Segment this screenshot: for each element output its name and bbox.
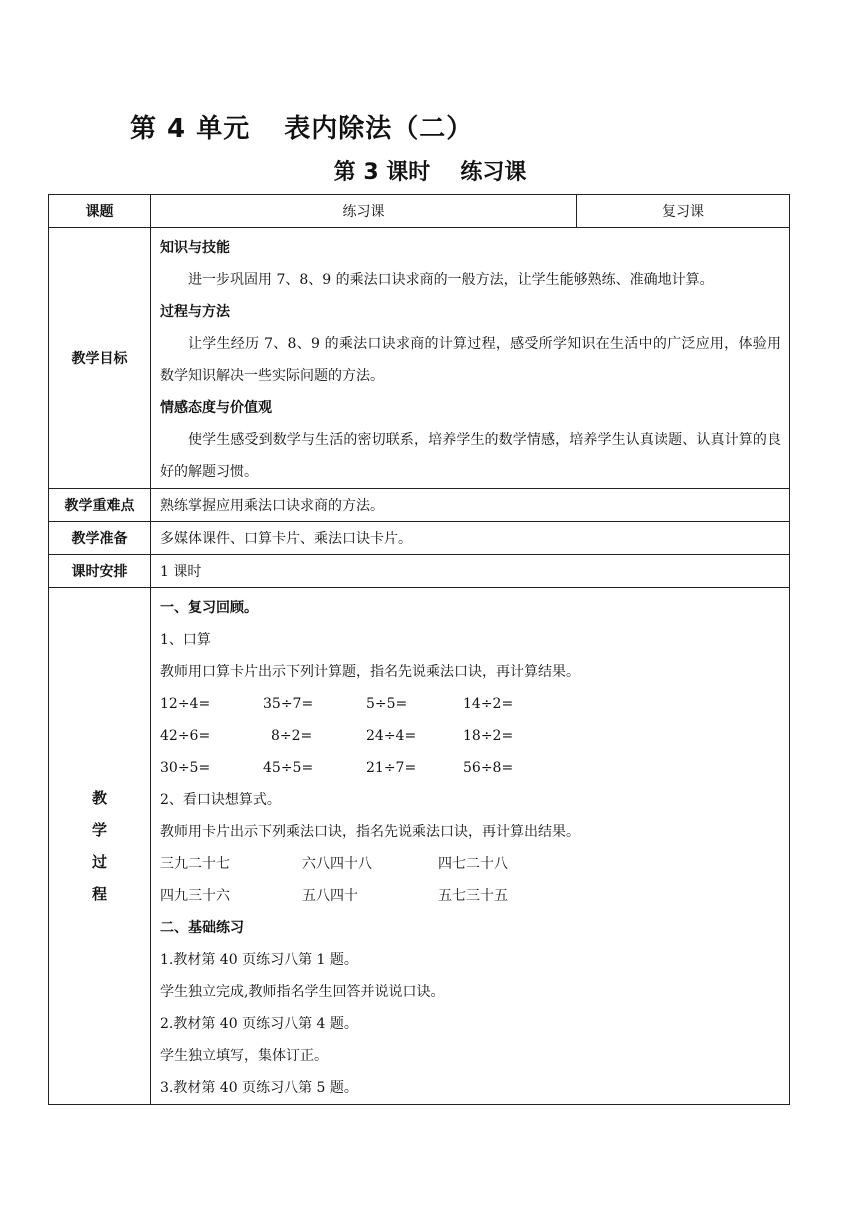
objective-heading-knowledge: 知识与技能 [160, 240, 230, 256]
oral-problem: 56÷8= [463, 760, 514, 776]
oral-heading: 1、口算 [160, 632, 211, 648]
process-label [49, 588, 151, 1105]
formula-heading: 2、看口诀想算式。 [160, 792, 281, 808]
process-label-char: 教 [91, 789, 107, 807]
unit-number: 第 4 单元 [130, 114, 251, 144]
difficulty-label: 教学重难点 [49, 489, 151, 522]
preparation-row [49, 522, 790, 555]
lesson-title: 练习课 [460, 160, 527, 185]
oral-problem: 12÷4= [160, 696, 211, 712]
oral-problem: 30÷5= [160, 760, 211, 776]
difficulty-value: 熟练掌握应用乘法口诀求商的方法。 [151, 489, 790, 522]
oral-problem: 14÷2= [463, 696, 514, 712]
preparation-value: 多媒体课件、口算卡片、乘法口诀卡片。 [151, 522, 790, 555]
objectives-row [49, 228, 790, 489]
formula-instruction: 教师用卡片出示下列乘法口诀，指名先说乘法口诀，再计算出结果。 [160, 824, 580, 840]
basic-item: 学生独立填写，集体订正。 [160, 1048, 328, 1064]
process-label-char: 程 [91, 885, 107, 903]
objective-text-process: 让学生经历 7、8、9 的乘法口诀求商的计算过程，感受所学知识在生活中的广泛应用，体验用数学知识解决一些实际问题的方法。 [160, 336, 781, 384]
topic-value: 练习课 [151, 195, 577, 228]
objective-text-knowledge: 进一步巩固用 7、8、9 的乘法口诀求商的一般方法，让学生能够熟练、准确地计算。 [188, 272, 714, 288]
oral-row [160, 720, 781, 752]
process-label-char: 过 [91, 853, 107, 871]
process-content [151, 588, 790, 1105]
formula-row [160, 848, 781, 880]
lesson-number: 第 3 课时 [333, 160, 431, 185]
oral-problem: 18÷2= [463, 728, 514, 744]
review-heading: 一、复习回顾。 [160, 600, 258, 616]
difficulty-row [49, 489, 790, 522]
schedule-label: 课时安排 [49, 555, 151, 588]
oral-problem: 8÷2= [271, 728, 313, 744]
basic-item: 3.教材第 40 页练习八第 5 题。 [160, 1080, 358, 1096]
objective-heading-attitude: 情感态度与价值观 [160, 400, 272, 416]
topic-row [49, 195, 790, 228]
lesson-heading [0, 155, 860, 186]
objectives-content [151, 228, 790, 489]
oral-problem: 42÷6= [160, 728, 211, 744]
unit-heading [130, 108, 473, 145]
basic-item: 1.教材第 40 页练习八第 1 题。 [160, 952, 358, 968]
oral-problem: 45÷5= [263, 760, 314, 776]
objectives-label: 教学目标 [49, 228, 151, 489]
oral-instruction: 教师用口算卡片出示下列计算题，指名先说乘法口诀，再计算结果。 [160, 664, 580, 680]
oral-problem: 21÷7= [366, 760, 417, 776]
basic-item: 学生独立完成,教师指名学生回答并说说口诀。 [160, 984, 445, 1000]
formula-item: 四九三十六 [160, 888, 230, 904]
schedule-value: 1 课时 [151, 555, 790, 588]
formula-item: 五八四十 [302, 888, 358, 904]
formula-item: 五七三十五 [438, 888, 508, 904]
oral-row [160, 752, 781, 784]
preparation-label: 教学准备 [49, 522, 151, 555]
oral-problem: 5÷5= [366, 696, 408, 712]
schedule-row [49, 555, 790, 588]
oral-row [160, 688, 781, 720]
process-label-char: 学 [91, 821, 107, 839]
oral-problem: 24÷4= [366, 728, 417, 744]
process-row [49, 588, 790, 1105]
topic-type: 复习课 [577, 195, 790, 228]
objective-heading-process: 过程与方法 [160, 304, 230, 320]
formula-item: 三九二十七 [160, 856, 230, 872]
topic-label: 课题 [49, 195, 151, 228]
formula-row [160, 880, 781, 912]
formula-item: 四七二十八 [438, 856, 508, 872]
oral-problem: 35÷7= [263, 696, 314, 712]
objective-text-attitude: 使学生感受到数学与生活的密切联系，培养学生的数学情感，培养学生认真读题、认真计算的良好的解题习惯。 [160, 432, 781, 480]
formula-item: 六八四十八 [302, 856, 372, 872]
basic-item: 2.教材第 40 页练习八第 4 题。 [160, 1016, 358, 1032]
lesson-plan-table [48, 194, 790, 1105]
basic-heading: 二、基础练习 [160, 920, 244, 936]
unit-title: 表内除法（二） [284, 114, 474, 144]
